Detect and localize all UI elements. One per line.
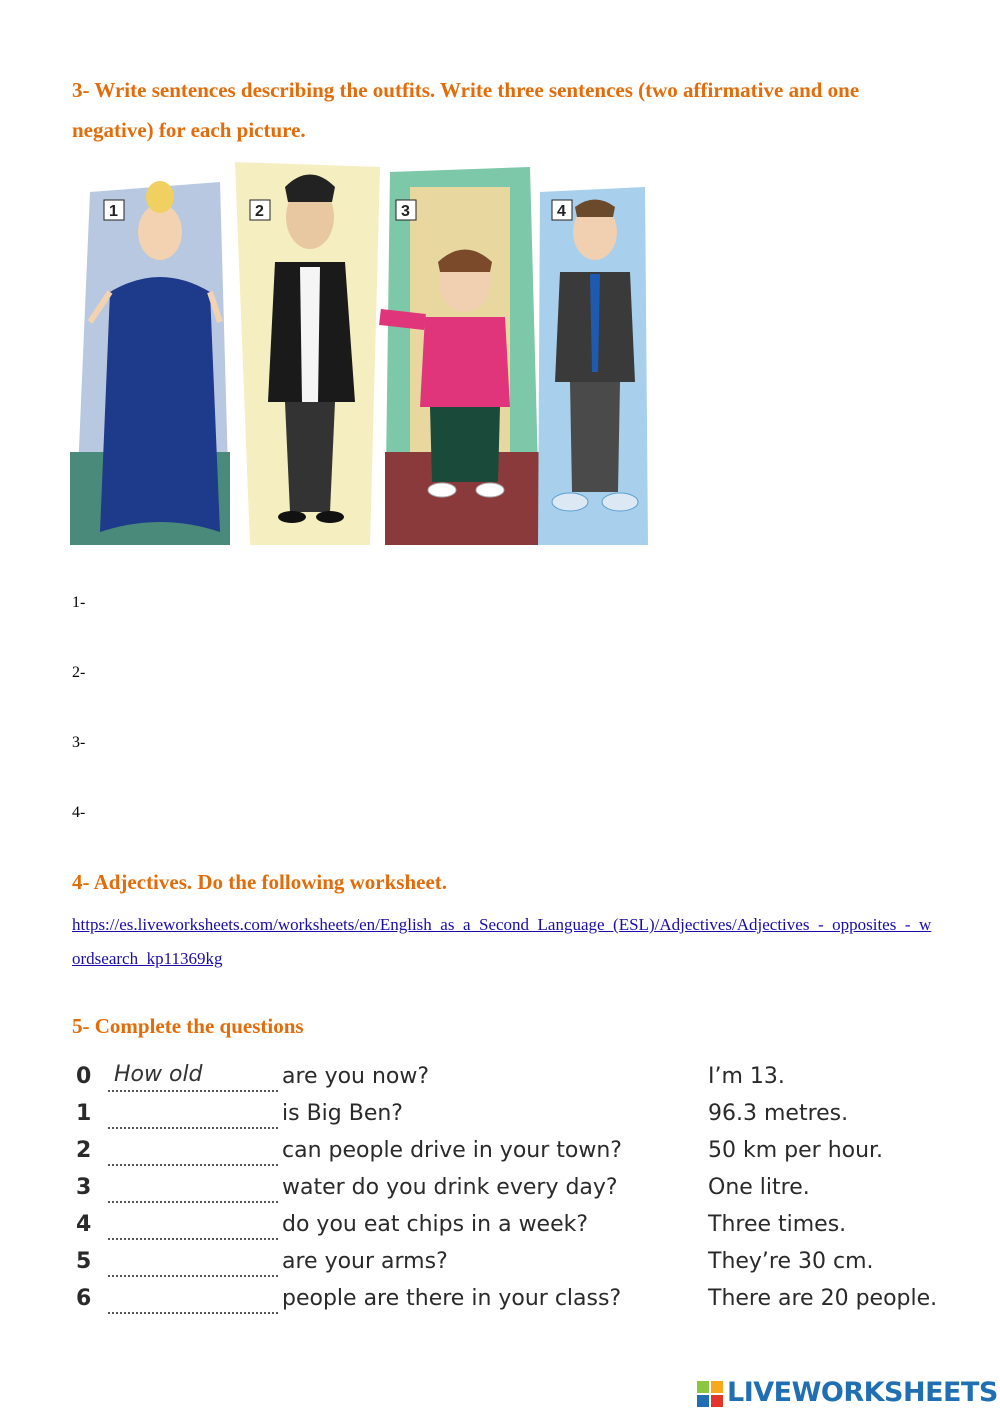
picture-label-3: 3 bbox=[401, 203, 410, 220]
question-text: is Big Ben? bbox=[282, 1101, 403, 1126]
question-row bbox=[76, 1282, 956, 1316]
answer-line-2: 2- bbox=[72, 664, 86, 681]
question-row bbox=[76, 1245, 956, 1279]
question-number: 0 bbox=[76, 1064, 92, 1089]
question-answer: One litre. bbox=[708, 1175, 810, 1200]
question-number: 2 bbox=[76, 1138, 92, 1163]
question-row bbox=[76, 1060, 956, 1094]
question-blank[interactable] bbox=[108, 1282, 278, 1314]
question-row bbox=[76, 1134, 956, 1168]
question-answer: They’re 30 cm. bbox=[708, 1249, 874, 1274]
liveworksheets-logo-text: LIVEWORKSHEETS bbox=[727, 1377, 998, 1408]
question-text: are your arms? bbox=[282, 1249, 448, 1274]
answer-line-4: 4- bbox=[72, 804, 86, 821]
question-answer: 96.3 metres. bbox=[708, 1101, 849, 1126]
picture-4 bbox=[538, 187, 648, 545]
question-text: water do you drink every day? bbox=[282, 1175, 618, 1200]
question-answer: There are 20 people. bbox=[708, 1286, 938, 1311]
question-number: 6 bbox=[76, 1286, 92, 1311]
question-blank[interactable] bbox=[108, 1171, 278, 1203]
question-row bbox=[76, 1208, 956, 1242]
question-blank[interactable] bbox=[108, 1208, 278, 1240]
question-number: 1 bbox=[76, 1101, 92, 1126]
question-fill-example: How old bbox=[114, 1062, 203, 1087]
picture-3 bbox=[380, 167, 540, 545]
worksheet-link[interactable]: https://es.liveworksheets.com/worksheets/en/English_as_a_Second_Language_(ESL)/Adjectives/Adjectives_-_opposites_-_wordsearch_kp11369kg bbox=[72, 915, 932, 968]
picture-label-2: 2 bbox=[255, 203, 264, 220]
question-text: do you eat chips in a week? bbox=[282, 1212, 589, 1237]
outfits-illustration bbox=[70, 152, 650, 545]
answer-line-3: 3- bbox=[72, 734, 86, 751]
question-blank[interactable] bbox=[108, 1134, 278, 1166]
question-text: people are there in your class? bbox=[282, 1286, 622, 1311]
question-row bbox=[76, 1097, 956, 1131]
section-5-heading: 5- Complete the questions bbox=[72, 1014, 304, 1038]
question-row bbox=[76, 1171, 956, 1205]
liveworksheets-logo bbox=[697, 1377, 997, 1411]
picture-1 bbox=[70, 181, 230, 545]
section-3-heading: 3- Write sentences describing the outfits. Write three sentences (two affirmative and one negative) for each picture. bbox=[72, 78, 860, 142]
question-blank[interactable] bbox=[108, 1245, 278, 1277]
question-answer: Three times. bbox=[708, 1212, 847, 1237]
question-text: are you now? bbox=[282, 1064, 430, 1089]
question-number: 4 bbox=[76, 1212, 92, 1237]
picture-label-4: 4 bbox=[557, 203, 566, 220]
question-number: 5 bbox=[76, 1249, 92, 1274]
question-number: 3 bbox=[76, 1175, 92, 1200]
question-answer: 50 km per hour. bbox=[708, 1138, 884, 1163]
answer-line-1: 1- bbox=[72, 594, 86, 611]
question-answer: I’m 13. bbox=[708, 1064, 785, 1089]
question-blank[interactable] bbox=[108, 1097, 278, 1129]
section-4-heading: 4- Adjectives. Do the following worksheet. bbox=[72, 870, 448, 894]
liveworksheets-logo-icon bbox=[697, 1381, 723, 1407]
question-text: can people drive in your town? bbox=[282, 1138, 622, 1163]
picture-label-1: 1 bbox=[109, 203, 118, 220]
